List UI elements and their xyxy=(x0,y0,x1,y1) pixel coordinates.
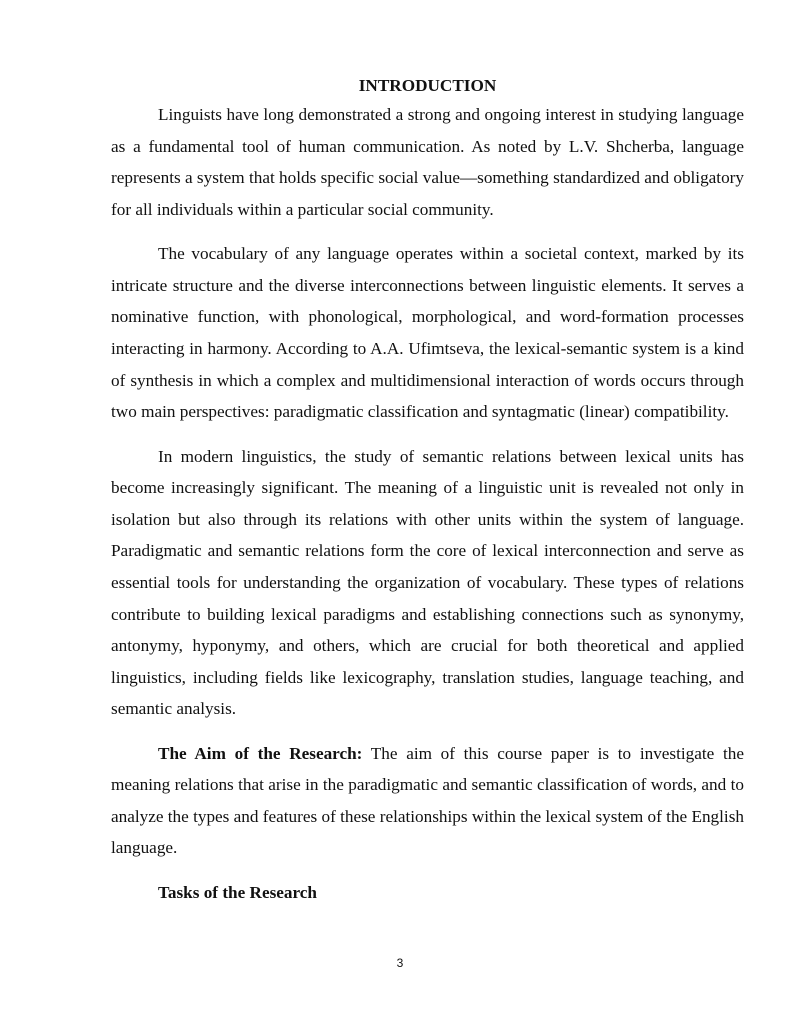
page-number: 3 xyxy=(396,956,404,970)
page-body xyxy=(111,72,744,908)
aim-heading: The Aim of the Research: xyxy=(158,743,363,763)
paragraph-semantic-relations: In modern linguistics, the study of semantic relations between lexical units has become increasingly significant. The meaning of a linguistic unit is revealed not only in isolation but also through its relations with other units within the system of language. Paradigmatic and semantic relations form the core of lexical interconnection and serve as essential tools for understanding the organization of vocabulary. These types of relations contribute to building lexical paradigms and establishing connections such as synonymy, antonymy, hyponymy, and others, which are crucial for both theoretical and applied linguistics, including fields like lexicography, translation studies, language teaching, and semantic analysis. xyxy=(111,446,744,719)
paragraph-aim xyxy=(111,738,744,864)
tasks-heading: Tasks of the Research xyxy=(158,882,317,902)
page-title: INTRODUCTION xyxy=(358,76,497,95)
paragraph-vocabulary: The vocabulary of any language operates within a societal context, marked by its intricate structure and the diverse interconnections between linguistic elements. It serves a nominative function, with phonological, morphological, and word-formation processes interacting in harmony. According to A.A. Ufimtseva, the lexical-semantic system is a kind of synthesis in which a complex and multidimensional interaction of words occurs through two main perspectives: paradigmatic classification and syntagmatic (linear) compatibility. xyxy=(111,244,744,422)
aim-text: The aim of this course paper is to investigate the meaning relations that arise in the paradigmatic and semantic classification of words, and to analyze the types and features of these relationships within the lexical system of the English language. xyxy=(111,743,744,858)
paragraph-intro: Linguists have long demonstrated a strong and ongoing interest in studying language as a fundamental tool of human communication. As noted by L.V. Shcherba, language represents a system that holds specific social value—something standardized and obligatory for all individuals within a particular social community. xyxy=(111,105,744,219)
